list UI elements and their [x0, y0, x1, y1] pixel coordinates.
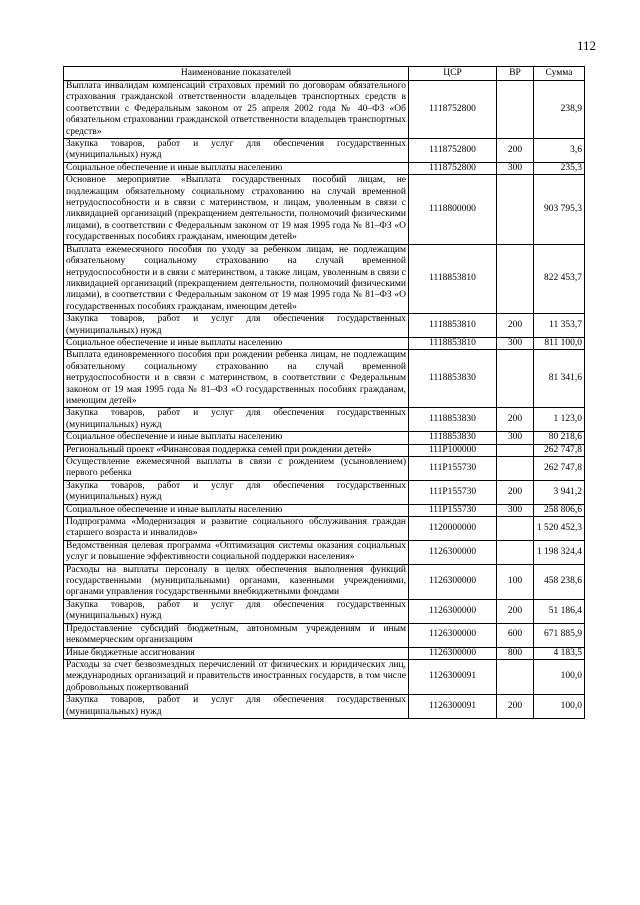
row-name: Закупка товаров, работ и услуг для обеспечения государственных (муниципальных) нужд — [64, 139, 409, 163]
table-row — [64, 444, 585, 456]
row-csr: 1118752800 — [409, 81, 497, 139]
table-row — [64, 162, 585, 174]
row-vr: 200 — [497, 599, 534, 623]
table-row — [64, 480, 585, 504]
table-row — [64, 139, 585, 163]
row-csr: 1126300091 — [409, 695, 497, 719]
table-row — [64, 408, 585, 432]
table-row — [64, 623, 585, 647]
row-vr — [497, 350, 534, 408]
table-header-row — [64, 67, 585, 81]
row-csr: 1126300000 — [409, 564, 497, 599]
row-vr: 200 — [497, 480, 534, 504]
row-vr — [497, 81, 534, 139]
row-vr: 600 — [497, 623, 534, 647]
table-row — [64, 337, 585, 349]
row-name: Социальное обеспечение и иные выплаты населению — [64, 337, 409, 349]
row-sum: 3 941,2 — [534, 480, 585, 504]
row-sum: 903 795,3 — [534, 175, 585, 244]
row-csr: 111P155730 — [409, 480, 497, 504]
row-sum: 235,3 — [534, 162, 585, 174]
page-number: 112 — [576, 38, 596, 53]
row-sum: 11 353,7 — [534, 314, 585, 338]
row-vr: 200 — [497, 139, 534, 163]
table-row — [64, 314, 585, 338]
row-name: Иные бюджетные ассигнования — [64, 647, 409, 659]
row-name: Предоставление субсидий бюджетным, автономным учреждениям и иным некоммерческим организациям — [64, 623, 409, 647]
row-name: Ведомственная целевая программа «Оптимизация системы оказания социальных услуг и повышение эффективности социальной поддержки населения» — [64, 540, 409, 564]
row-vr: 200 — [497, 408, 534, 432]
row-csr: 1118853830 — [409, 350, 497, 408]
row-sum: 100,0 — [534, 659, 585, 694]
row-name: Региональный проект «Финансовая поддержка семей при рождении детей» — [64, 444, 409, 456]
row-sum: 671 885,9 — [534, 623, 585, 647]
row-csr: 1126300091 — [409, 659, 497, 694]
table-row — [64, 432, 585, 444]
table-row — [64, 81, 585, 139]
header-name: Наименование показателей — [64, 67, 409, 81]
row-vr: 100 — [497, 564, 534, 599]
header-vr: ВР — [497, 67, 534, 81]
row-csr: 1118853830 — [409, 408, 497, 432]
table-row — [64, 647, 585, 659]
row-vr — [497, 244, 534, 313]
row-name: Закупка товаров, работ и услуг для обеспечения государственных (муниципальных) нужд — [64, 599, 409, 623]
table-row — [64, 457, 585, 481]
row-csr: 1120000000 — [409, 517, 497, 541]
table-row — [64, 540, 585, 564]
table-body — [64, 81, 585, 719]
row-name: Социальное обеспечение и иные выплаты населению — [64, 162, 409, 174]
row-csr: 1118853810 — [409, 314, 497, 338]
row-sum: 3,6 — [534, 139, 585, 163]
row-csr: 1118800000 — [409, 175, 497, 244]
row-sum: 262 747,8 — [534, 457, 585, 481]
row-name: Закупка товаров, работ и услуг для обеспечения государственных (муниципальных) нужд — [64, 480, 409, 504]
header-sum: Сумма — [534, 67, 585, 81]
row-sum: 80 218,6 — [534, 432, 585, 444]
row-vr: 200 — [497, 695, 534, 719]
row-csr: 1126300000 — [409, 623, 497, 647]
row-csr: 1118853810 — [409, 337, 497, 349]
row-name: Основное мероприятие «Выплата государственных пособий лицам, не подлежащим обязательному социальному страхованию на случай временной нетрудоспособности и в связи с материнством, и лицам, уволенным в связи с ликвидацией организаций (прекращением деятельности, полномочий физическими лицами), в соответствии с Федеральным законом от 19 мая 1995 года № 81–ФЗ «О государственных пособиях гражданам, имеющим детей» — [64, 175, 409, 244]
table-row — [64, 564, 585, 599]
row-sum: 822 453,7 — [534, 244, 585, 313]
row-vr — [497, 517, 534, 541]
row-sum: 458 238,6 — [534, 564, 585, 599]
row-csr: 1126300000 — [409, 599, 497, 623]
row-csr: 111P155730 — [409, 457, 497, 481]
row-csr: 1118853830 — [409, 432, 497, 444]
row-name: Осуществление ежемесячной выплаты в связи с рождением (усыновлением) первого ребенка — [64, 457, 409, 481]
table-row — [64, 350, 585, 408]
row-vr: 300 — [497, 337, 534, 349]
row-vr: 200 — [497, 314, 534, 338]
row-sum: 51 186,4 — [534, 599, 585, 623]
row-vr — [497, 457, 534, 481]
row-vr: 300 — [497, 162, 534, 174]
row-sum: 100,0 — [534, 695, 585, 719]
row-csr: 1126300000 — [409, 647, 497, 659]
row-name: Расходы на выплаты персоналу в целях обеспечения выполнения функций государственными (муниципальными) органами, казенными учреждениями, органами управления государственными внебюджетными фондами — [64, 564, 409, 599]
row-vr: 300 — [497, 504, 534, 516]
row-name: Закупка товаров, работ и услуг для обеспечения государственных (муниципальных) нужд — [64, 408, 409, 432]
row-vr — [497, 540, 534, 564]
row-sum: 4 183,5 — [534, 647, 585, 659]
row-sum: 81 341,6 — [534, 350, 585, 408]
row-name: Подпрограмма «Модернизация и развитие социального обслуживания граждан старшего возраста и инвалидов» — [64, 517, 409, 541]
row-name: Социальное обеспечение и иные выплаты населению — [64, 432, 409, 444]
row-sum: 1 520 452,3 — [534, 517, 585, 541]
row-sum: 811 100,0 — [534, 337, 585, 349]
header-csr: ЦСР — [409, 67, 497, 81]
table-row — [64, 517, 585, 541]
row-name: Социальное обеспечение и иные выплаты населению — [64, 504, 409, 516]
table-row — [64, 695, 585, 719]
row-sum: 258 806,6 — [534, 504, 585, 516]
row-csr: 111P155730 — [409, 504, 497, 516]
row-name: Расходы за счет безвозмездных перечислений от физических и юридических лиц, международных организаций и правительств иностранных государств, в том числе добровольных пожертвований — [64, 659, 409, 694]
table-row — [64, 175, 585, 244]
row-vr: 300 — [497, 432, 534, 444]
row-csr: 1118752800 — [409, 139, 497, 163]
row-name: Выплата инвалидам компенсаций страховых премий по договорам обязательного страхования гражданской ответственности владельцев транспортных средств в соответствии с Федеральным законом от 25 апреля 2002 года № 40–ФЗ «Об обязательном страховании гражданской ответственности владельцев транспортных средств» — [64, 81, 409, 139]
row-vr — [497, 175, 534, 244]
row-csr: 1118853810 — [409, 244, 497, 313]
table-row — [64, 659, 585, 694]
row-vr — [497, 659, 534, 694]
row-name: Закупка товаров, работ и услуг для обеспечения государственных (муниципальных) нужд — [64, 314, 409, 338]
row-csr: 1118752800 — [409, 162, 497, 174]
row-name: Закупка товаров, работ и услуг для обеспечения государственных (муниципальных) нужд — [64, 695, 409, 719]
table-row — [64, 504, 585, 516]
row-name: Выплата ежемесячного пособия по уходу за ребенком лицам, не подлежащим обязательному социальному страхованию на случай временной нетрудоспособности и в связи с материнством, а также лицам, уволенным в связи с ликвидацией организаций (прекращением деятельности, полномочий физическими лицами), в соответствии с Федеральным законом от 19 мая 1995 года № 81–ФЗ «О государственных пособиях гражданам, имеющим детей» — [64, 244, 409, 313]
table-row — [64, 244, 585, 313]
budget-table — [63, 66, 585, 719]
row-vr — [497, 444, 534, 456]
row-sum: 262 747,8 — [534, 444, 585, 456]
row-name: Выплата единовременного пособия при рождении ребенка лицам, не подлежащим обязательному социальному страхованию на случай временной нетрудоспособности и в связи с материнством, в соответствии с Федеральным законом от 19 мая 1995 года № 81–ФЗ «О государственных пособиях гражданам, имеющим детей» — [64, 350, 409, 408]
table-row — [64, 599, 585, 623]
row-sum: 1 123,0 — [534, 408, 585, 432]
row-csr: 1126300000 — [409, 540, 497, 564]
row-sum: 238,9 — [534, 81, 585, 139]
row-sum: 1 198 324,4 — [534, 540, 585, 564]
row-vr: 800 — [497, 647, 534, 659]
row-csr: 111P100000 — [409, 444, 497, 456]
